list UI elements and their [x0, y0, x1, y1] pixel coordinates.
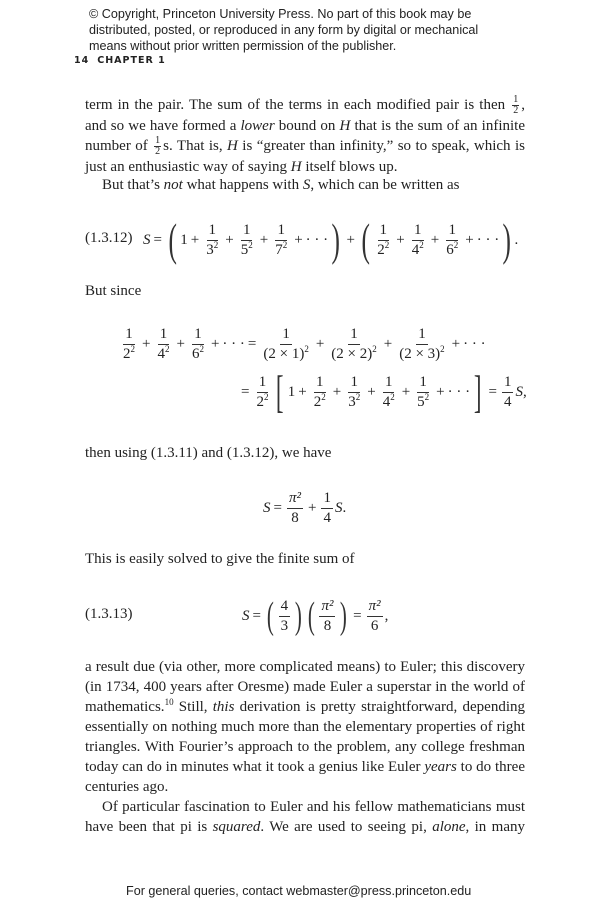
equation-since-line-2: = $\frac{1}{2^2}$ [ 1 + $\frac{1}{2^2}$ + $\frac{1}{3^2}$ + $\frac{1}{4^2}$ + $\frac{1}{5^2}$ + · · · ] = $\frac{1}{4}$ S ,	[241, 366, 527, 417]
text: term in the pair. The sum of the terms in each modified pair is then	[85, 97, 506, 113]
equation-since-line-1: $\frac{1}{2^2}$ + $\frac{1}{4^2}$ + $\frac{1}{6^2}$ + · · · = $\frac{1}{(2 \times 1)^2}$ + $\frac{1}{(2 \times 2)^2}$ + $\frac{1}{(2 \times 3)^2}$ + · · ·	[123, 325, 486, 362]
page-number: 14	[74, 55, 90, 66]
equation-1-3-13: S = ( $\frac{4}{3}$ ) ( $\frac{\text{π²}}{8}$ ) = $\frac{\text{π²}}{6}$ ,	[242, 595, 389, 637]
paragraph-6: a result due (via other, more complicated means) to Euler; this discovery (in 1734, 400 years after Oresme) made Euler a superstar in the world of mathematics.$^{10}$ Still, this derivation is pretty straightforward, depending essentially on nothing much more than the elementary properties of right triangles. With Fourier’s approach to the problem, any college freshman today can do in minutes what it took a genius like Euler years to do three centuries ago.	[85, 659, 525, 795]
copyright-notice	[89, 6, 529, 54]
equation-number: (1.3.13)	[85, 606, 133, 622]
notice-line: distributed, posted, or reproduced in any form by digital or mechanical	[89, 23, 479, 37]
footnote-marker[interactable]: 10	[164, 697, 174, 707]
paragraph-2: But that’s not what happens with S, which can be written as	[102, 177, 460, 193]
footer-contact: For general queries, contact webmaster@press.princeton.edu	[126, 884, 472, 898]
paragraph-4: then using (1.3.11) and (1.3.12), we have	[85, 445, 332, 461]
paragraph-3: But since	[85, 283, 142, 299]
equation-1-3-12: S = ( 1 + $\frac{1}{3^2}$ + $\frac{1}{5^2}$ + $\frac{1}{7^2}$ + · · · ) + ( $\frac{1}{2^2}$ + $\frac{1}{4^2}$ + $\frac{1}{6^2}$ + · · · ) .	[143, 214, 519, 265]
equation-number: (1.3.12)	[85, 230, 133, 246]
fraction-one-half: $\frac{1}{2}$	[155, 135, 161, 158]
equation-S: S = $\frac{\text{π²}}{8}$ + $\frac{1}{4}$ S .	[263, 489, 347, 526]
fraction-one-half: $\frac{1}{2}$	[513, 94, 519, 117]
running-head	[74, 55, 166, 66]
paragraph-5: This is easily solved to give the finite sum of	[85, 551, 355, 567]
notice-line: © Copyright, Princeton University Press. No part of this book may be	[89, 7, 472, 21]
notice-line: means without prior written permission of the publisher.	[89, 39, 397, 53]
chapter-label: CHAPTER 1	[97, 55, 166, 66]
paragraph-7: Of particular fascination to Euler and his fellow mathematicians must have been that pi is squared. We are used to seeing pi, alone, in many	[85, 799, 525, 835]
paragraph-1: term in the pair. The sum of the terms in each modified pair is then $\frac{1}{2}$ , and so we have formed a lower bound on H that is the sum of an infinite number of $\frac{1}{2}$ s. That is, H is “greater than infinity,” so to speak, which is just an enthusiastic way of saying H itself blows up.	[85, 94, 525, 176]
